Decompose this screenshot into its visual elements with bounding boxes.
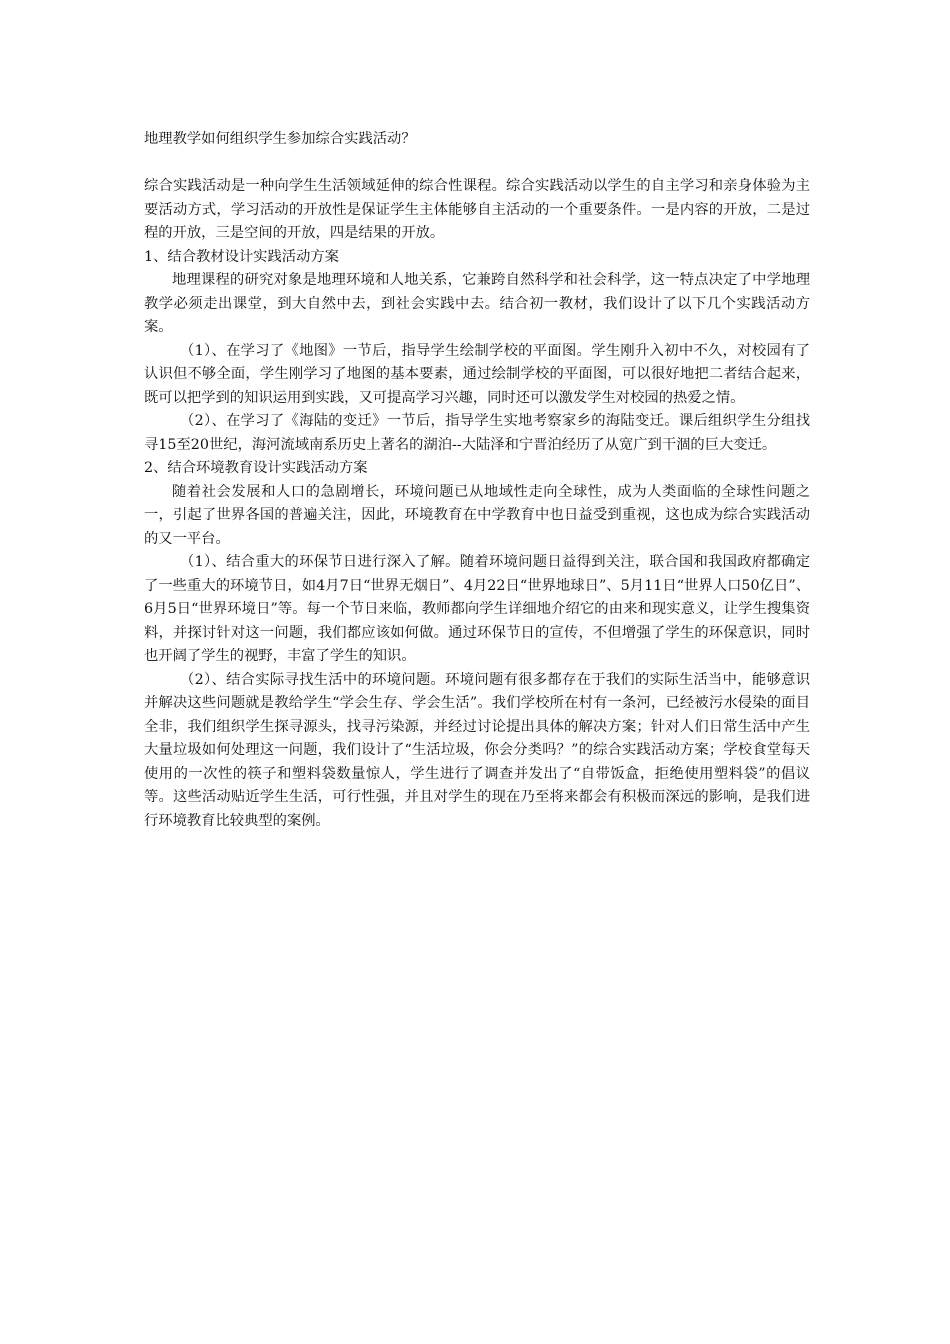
- section-1-item-1: （1）、在学习了《地图》一节后，指导学生绘制学校的平面图。学生刚升入初中不久，对校园有了认识但不够全面，学生刚学习了地图的基本要素，通过绘制学校的平面图，可以很好地把二者结合起来，既可以把学到的知识运用到实践，又可提高学习兴趣，同时还可以激发学生对校园的热爱之情。: [144, 342, 810, 406]
- section-2-paragraph: 随着社会发展和人口的急剧增长，环境问题已从地域性走向全球性，成为人类面临的全球性问题之一，引起了世界各国的普遍关注，因此，环境教育在中学教育中也日益受到重视，这也成为综合实践活动的又一平台。: [144, 483, 810, 547]
- intro-paragraph: 综合实践活动是一种向学生生活领域延伸的综合性课程。综合实践活动以学生的自主学习和亲身体验为主要活动方式，学习活动的开放性是保证学生主体能够自主活动的一个重要条件。一是内容的开放，二是过程的开放，三是空间的开放，四是结果的开放。: [144, 178, 810, 241]
- document-title: 地理教学如何组织学生参加综合实践活动？: [144, 131, 416, 147]
- section-2-item-1: （1）、结合重大的环保节日进行深入了解。随着环境问题日益得到关注，联合国和我国政府都确定了一些重大的环境节日，如4月7日“世界无烟日”、4月22日“世界地球日”、5月11日“世界人口50亿日”、6月5日“世界环境日”等。每一个节日来临，教师都向学生详细地介绍它的由来和现实意义，让学生搜集资料，并探讨针对这一问题，我们都应该如何做。通过环保节日的宣传，不但增强了学生的环保意识，同时也开阔了学生的视野，丰富了学生的知识。: [144, 554, 810, 664]
- section-1-item-2: （2）、在学习了《海陆的变迁》一节后，指导学生实地考察家乡的海陆变迁。课后组织学生分组找寻15至20世纪，海河流域南系历史上著名的湖泊--大陆泽和宁晋泊经历了从宽广到干涸的巨大变迁。: [144, 413, 810, 453]
- document-page: [144, 128, 810, 833]
- blank-line: [144, 152, 810, 176]
- section-1-paragraph: 地理课程的研究对象是地理环境和人地关系，它兼跨自然科学和社会科学，这一特点决定了中学地理教学必须走出课堂，到大自然中去，到社会实践中去。结合初一教材，我们设计了以下几个实践活动方案。: [144, 272, 810, 335]
- section-2-item-2: （2）、结合实际寻找生活中的环境问题。环境问题有很多都存在于我们的实际生活当中，能够意识并解决这些问题就是教给学生“学会生存、学会生活”。我们学校所在村有一条河，已经被污水侵染的面目全非，我们组织学生探寻源头，找寻污染源，并经过讨论提出具体的解决方案；针对人们日常生活中产生大量垃圾如何处理这一问题，我们设计了“生活垃圾，你会分类吗？”的综合实践活动方案；学校食堂每天使用的一次性的筷子和塑料袋数量惊人，学生进行了调查并发出了“自带饭盒，拒绝使用塑料袋”的倡议等。这些活动贴近学生生活，可行性强，并且对学生的现在乃至将来都会有积极而深远的影响，是我们进行环境教育比较典型的案例。: [144, 671, 810, 829]
- section-1-heading: 1、结合教材设计实践活动方案: [144, 248, 339, 265]
- section-2-heading: 2、结合环境教育设计实践活动方案: [144, 460, 368, 476]
